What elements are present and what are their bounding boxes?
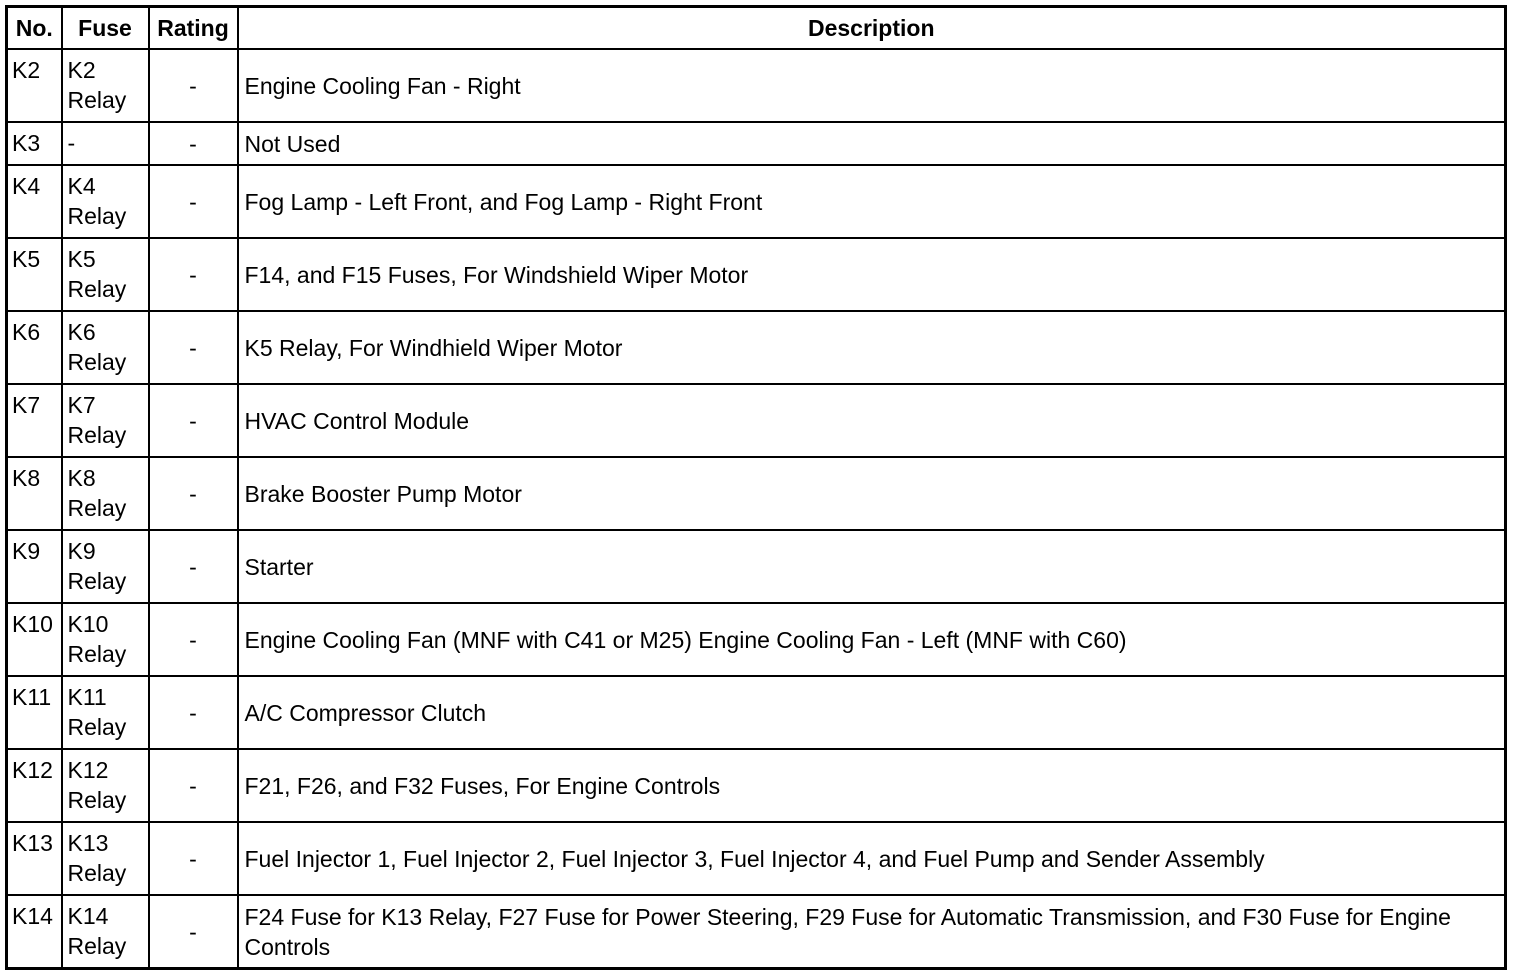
cell-rating: - (149, 895, 238, 969)
cell-no: K12 (7, 749, 62, 822)
cell-no: K6 (7, 311, 62, 384)
fuse-line: Relay (67, 641, 127, 667)
cell-fuse (62, 822, 149, 895)
cell-description: K5 Relay, For Windhield Wiper Motor (238, 311, 1506, 384)
fuse-line: Relay (67, 495, 127, 521)
cell-no: K7 (7, 384, 62, 457)
header-description: Description (238, 7, 1506, 50)
table-row (7, 603, 1506, 676)
cell-fuse (62, 457, 149, 530)
cell-fuse (62, 530, 149, 603)
table-row (7, 238, 1506, 311)
cell-no: K5 (7, 238, 62, 311)
header-row (7, 7, 1506, 50)
fuse-line: K14 (67, 903, 109, 929)
table-row (7, 749, 1506, 822)
cell-description: F14, and F15 Fuses, For Windshield Wiper Motor (238, 238, 1506, 311)
fuse-line: - (67, 130, 76, 156)
cell-no: K4 (7, 165, 62, 238)
fuse-line: K12 (67, 757, 109, 783)
cell-description: Brake Booster Pump Motor (238, 457, 1506, 530)
table-row (7, 384, 1506, 457)
cell-fuse (62, 749, 149, 822)
cell-rating: - (149, 49, 238, 122)
fuse-line: K8 (67, 465, 96, 491)
cell-rating: - (149, 676, 238, 749)
fuse-line: K7 (67, 392, 96, 418)
cell-rating: - (149, 603, 238, 676)
cell-rating: - (149, 238, 238, 311)
fuse-line: K2 (67, 57, 96, 83)
cell-description: Engine Cooling Fan - Right (238, 49, 1506, 122)
cell-description: HVAC Control Module (238, 384, 1506, 457)
cell-fuse (62, 238, 149, 311)
table-row (7, 822, 1506, 895)
table-row (7, 530, 1506, 603)
fuse-relay-table (5, 5, 1507, 970)
cell-no: K3 (7, 122, 62, 165)
fuse-line: K6 (67, 319, 96, 345)
fuse-line: Relay (67, 203, 127, 229)
cell-no: K11 (7, 676, 62, 749)
table-row (7, 122, 1506, 165)
table-row (7, 676, 1506, 749)
fuse-line: Relay (67, 714, 127, 740)
fuse-line: Relay (67, 349, 127, 375)
fuse-line: K10 (67, 611, 109, 637)
cell-description: A/C Compressor Clutch (238, 676, 1506, 749)
header-fuse: Fuse (62, 7, 149, 50)
cell-rating: - (149, 530, 238, 603)
cell-description: F21, F26, and F32 Fuses, For Engine Controls (238, 749, 1506, 822)
fuse-line: Relay (67, 276, 127, 302)
fuse-line: Relay (67, 860, 127, 886)
cell-rating: - (149, 457, 238, 530)
fuse-line: K13 (67, 830, 109, 856)
cell-description: Engine Cooling Fan (MNF with C41 or M25) Engine Cooling Fan - Left (MNF with C60) (238, 603, 1506, 676)
fuse-line: K4 (67, 173, 96, 199)
cell-rating: - (149, 822, 238, 895)
cell-fuse (62, 895, 149, 969)
cell-fuse (62, 49, 149, 122)
cell-fuse (62, 384, 149, 457)
table-row (7, 49, 1506, 122)
cell-fuse (62, 165, 149, 238)
cell-description: F24 Fuse for K13 Relay, F27 Fuse for Power Steering, F29 Fuse for Automatic Transmission, and F30 Fuse for Engine Controls (238, 895, 1506, 969)
table-row (7, 165, 1506, 238)
fuse-line: Relay (67, 933, 127, 959)
table-row (7, 457, 1506, 530)
fuse-line: Relay (67, 568, 127, 594)
cell-description: Starter (238, 530, 1506, 603)
cell-description: Fog Lamp - Left Front, and Fog Lamp - Right Front (238, 165, 1506, 238)
header-no: No. (7, 7, 62, 50)
fuse-line: Relay (67, 87, 127, 113)
cell-no: K10 (7, 603, 62, 676)
cell-rating: - (149, 311, 238, 384)
cell-rating: - (149, 165, 238, 238)
cell-no: K8 (7, 457, 62, 530)
cell-fuse (62, 603, 149, 676)
cell-no: K9 (7, 530, 62, 603)
fuse-line: K5 (67, 246, 96, 272)
cell-rating: - (149, 384, 238, 457)
cell-fuse (62, 122, 149, 165)
fuse-line: Relay (67, 787, 127, 813)
table-row (7, 895, 1506, 969)
header-rating: Rating (149, 7, 238, 50)
cell-no: K2 (7, 49, 62, 122)
cell-description: Not Used (238, 122, 1506, 165)
table-body (7, 49, 1506, 969)
cell-fuse (62, 311, 149, 384)
cell-rating: - (149, 749, 238, 822)
cell-rating: - (149, 122, 238, 165)
table-row (7, 311, 1506, 384)
fuse-line: Relay (67, 422, 127, 448)
cell-description: Fuel Injector 1, Fuel Injector 2, Fuel Injector 3, Fuel Injector 4, and Fuel Pump and Sender Assembly (238, 822, 1506, 895)
cell-no: K13 (7, 822, 62, 895)
fuse-line: K11 (67, 684, 107, 710)
cell-fuse (62, 676, 149, 749)
fuse-line: K9 (67, 538, 96, 564)
cell-no: K14 (7, 895, 62, 969)
